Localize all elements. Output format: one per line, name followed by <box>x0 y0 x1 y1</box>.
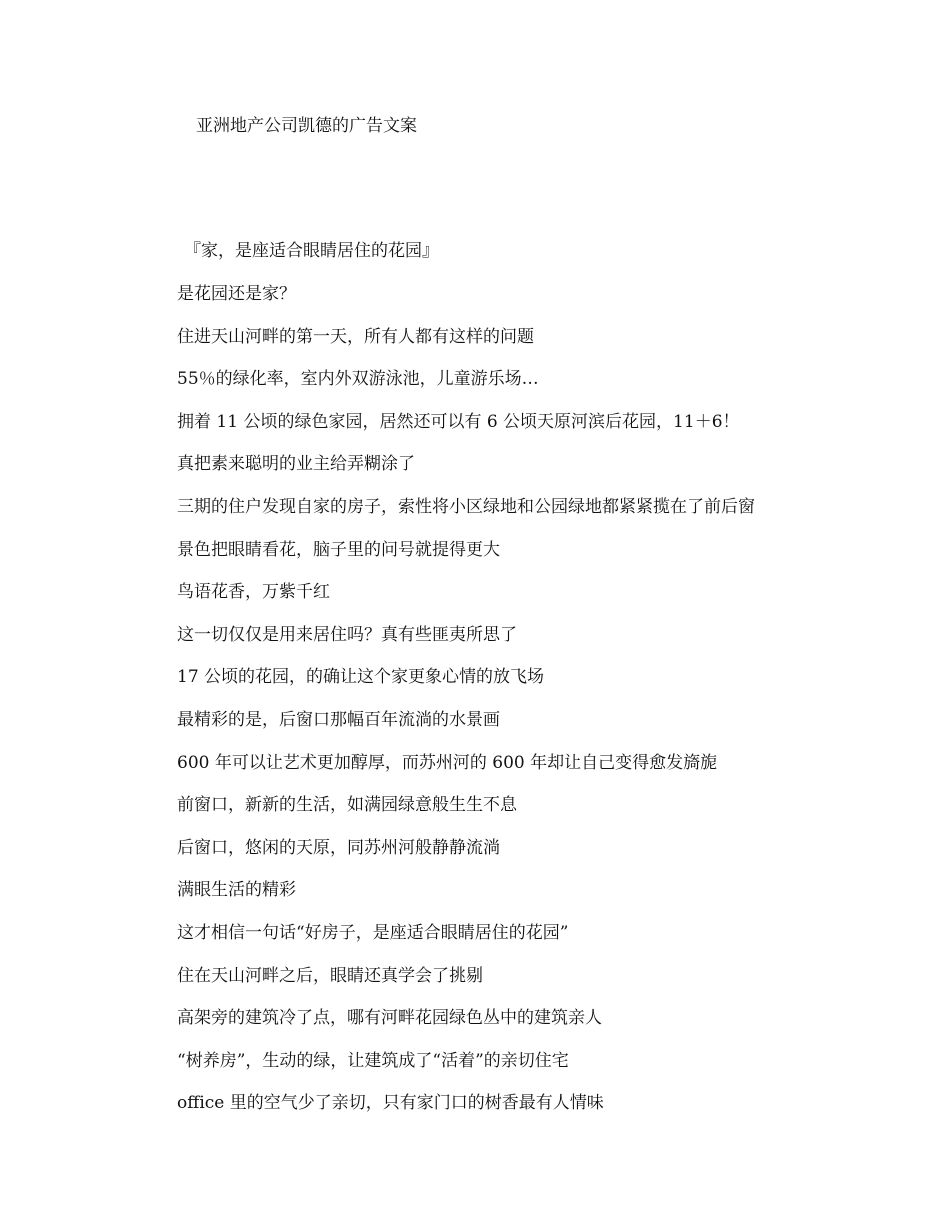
text-line: 前窗口，新新的生活，如满园绿意般生生不息 <box>177 795 517 816</box>
body-text <box>177 282 877 1134</box>
text-line: 住进天山河畔的第一天，所有人都有这样的问题 <box>177 326 534 347</box>
text-line: 满眼生活的精彩 <box>177 880 296 901</box>
document-title: 亚洲地产公司凯德的广告文案 <box>196 116 417 136</box>
text-line: 住在天山河畔之后，眼睛还真学会了挑剔 <box>177 965 483 986</box>
text-line: 拥着 11 公顷的绿色家园，居然还可以有 6 公顷天原河滨后花园，11＋6！ <box>177 411 740 432</box>
text-line: 后窗口，悠闲的天原，同苏州河般静静流淌 <box>177 837 500 858</box>
document-heading: 『家，是座适合眼睛居住的花园』 <box>184 241 439 261</box>
text-line: 17 公顷的花园，的确让这个家更象心情的放飞场 <box>177 667 545 688</box>
text-line: 真把素来聪明的业主给弄糊涂了 <box>177 454 415 475</box>
text-line: office 里的空气少了亲切，只有家门口的树香最有人情味 <box>177 1093 604 1114</box>
text-line: 三期的住户发现自家的房子，索性将小区绿地和公园绿地都紧紧揽在了前后窗 <box>177 496 755 517</box>
text-line: 鸟语花香，万紫千红 <box>177 582 330 603</box>
text-line: 最精彩的是，后窗口那幅百年流淌的水景画 <box>177 709 500 730</box>
text-line: “树养房”，生动的绿，让建筑成了“活着”的亲切住宅 <box>177 1050 569 1071</box>
text-line: 55％的绿化率，室内外双游泳池，儿童游乐场… <box>177 369 539 390</box>
text-line: 是花园还是家？ <box>177 284 296 304</box>
text-line: 这一切仅仅是用来居住吗？真有些匪夷所思了 <box>177 624 517 645</box>
text-line: 600 年可以让艺术更加醇厚，而苏州河的 600 年却让自己变得愈发旖旎 <box>177 752 718 773</box>
text-line: 这才相信一句话“好房子，是座适合眼睛居住的花园” <box>177 922 569 943</box>
text-line: 景色把眼睛看花，脑子里的问号就提得更大 <box>177 539 500 560</box>
text-line: 高架旁的建筑冷了点，哪有河畔花园绿色丛中的建筑亲人 <box>177 1008 602 1029</box>
